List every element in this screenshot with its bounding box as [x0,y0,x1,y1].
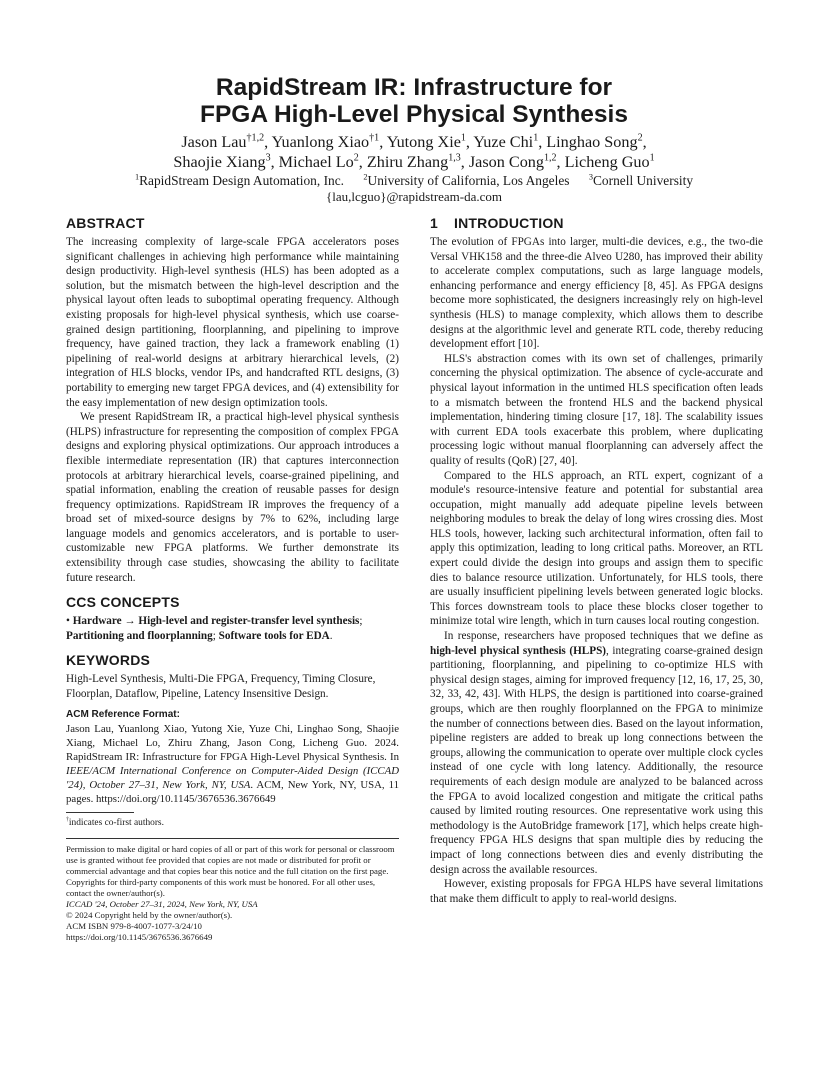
title-line-2: FPGA High-Level Physical Synthesis [200,101,628,128]
authors-line-2: Shaojie Xiang$^3$, Michael Lo$^2$, Zhiru Zhang$^{1,3}$, Jason Cong$^{1,2}$, Licheng Guo$^1$ [173,152,655,171]
author: Yuze Chi$^1$ [473,132,539,151]
isbn: ACM ISBN 979-8-4007-1077-3/24/10 [66,920,202,931]
right-column [430,214,763,906]
acm-reference-text: Jason Lau, Yuanlong Xiao, Yutong Xie, Yuze Chi, Linghao Song, Shaojie Xiang, Michael Lo, Zhiru Zhang, Jason Cong, Licheng Guo. 2024. RapidStream IR: Infrastructure for FPGA High-Level Physical Synthesis. In IEEE/ACM International Conference on Computer-Aided Design (ICCAD '24), October 27–31, New York, NY, USA. ACM, New York, NY, USA, 11 pages. https://doi.org/10.1145/3676536.3676649 [66,722,399,805]
footnote-divider [66,812,134,813]
ccs-concepts: • Hardware → High-level and register-transfer level synthesis; Partitioning and floorplanning; Software tools for EDA. [66,615,363,642]
acm-reference-heading: ACM Reference Format: [66,708,180,720]
author: Licheng Guo$^1$ [564,152,655,171]
intro-paragraph-1: The evolution of FPGAs into larger, multi-die devices, e.g., the two-die Versal VHK158 and the three-die Alveo U280, has improved their ability to accelerate complex computations, such as large language models, enhancing performance and energy efficiency [8, 45]. As FPGA designs become more sophisticated, the designers increasingly rely on high-level synthesis (HLS) to manage complexity, which allows them to describe designs at the algorithmic level and generate RTL code, thereby reducing development effort [10]. [430,236,763,351]
author: Michael Lo$^2$ [278,152,359,171]
author: Yutong Xie$^1$ [386,132,466,151]
ccs-heading: CCS CONCEPTS [66,594,180,611]
keywords-heading: KEYWORDS [66,652,151,669]
intro-paragraph-5: However, existing proposals for FPGA HLPS have several limitations that make them difficult to apply to real-world designs. [430,878,763,905]
affiliation: $^2$University of California, Los Angeles [363,172,570,188]
co-first-author-footnote: †indicates co-first authors. [66,816,164,828]
author: Jason Cong$^{1,2}$ [468,152,557,171]
paper-title [60,74,768,128]
intro-paragraph-4: In response, researchers have proposed techniques that we define as high-level physical synthesis (HLPS), integrating coarse-grained design partitioning, floorplanning, and pipelining to co-optimize HLS with physical design stages, aiming for improved frequency [12, 16, 17, 25, 30, 32, 33, 42, 43]. With HLPS, the design is partitioned into coarse-grained groups, which are then roughly floorplanned on the FPGA to minimize the number of connections between dies. Based on the layout information, pipeline registers are added to break up long connections between the groups, allowing the communication to operate over multiple clock cycles instead of one cycle with long latency. Additionally, the resource requirements of each design module are analyzed to be balanced across the FPGA to avoid localized congestion and mitigate the critical paths caused by limited routing resources. One representative work using this methodology is the AutoBridge framework [17], which helps create high-frequency FPGA HLS designs that span multiple dies by reducing the impact of long connections between dies and evenly distributing the design across the available resources. [430,630,763,876]
left-column [66,214,399,943]
affiliation: $^3$Cornell University [588,172,694,188]
introduction-heading: 1 INTRODUCTION [430,215,564,231]
author-list [40,132,788,172]
author: Shaojie Xiang$^3$ [173,152,271,171]
author: Jason Lau$^{\dagger 1,2}$ [181,132,265,151]
author-email: {lau,lcguo}@rapidstream-da.com [325,189,503,204]
conference-info: ICCAD '24, October 27–31, 2024, New York, NY, USA [66,898,258,909]
title-line-1: RapidStream IR: Infrastructure for [215,74,613,101]
doi-link[interactable]: https://doi.org/10.1145/3676536.3676649 [66,931,213,942]
author: Yuanlong Xiao$^{\dagger 1}$ [271,132,380,151]
intro-paragraph-3: Compared to the HLS approach, an RTL expert, cognizant of a module's resource-intensive feature and potential for substantial area occupation, might manually add adequate pipeline levels between neighboring modules to break the delay of long wires crossing dies. Most HLS tools, however, lacking such architectural information, often fail to apply this optimization, leading to long critical paths. Moreover, an RTL expert could divide the design into groups and assign them to specific dies to balance resource utilization. Unfortunately, for HLS tools, there are usually insufficient pipelining levels between generated logic blocks. This forces downstream tools to place these blocks closer together to minimize total wire length, which in turn causes local routing congestion. [430,469,763,628]
permission-divider [66,838,399,839]
author: Zhiru Zhang$^{1,3}$ [366,152,461,171]
copyright-notice: © 2024 Copyright held by the owner/author(s). [66,909,233,920]
permission-notice: Permission to make digital or hard copies of all or part of this work for personal or classroom use is granted without fee provided that copies are not made or distributed for profit or commercial advantage and that copies bear this notice and the full citation on the first page. Copyrights for third-party components of this work must be honored. For all other uses, contact the owner/author(s). [66,843,395,898]
authors-line-1: Jason Lau$^{\dagger 1,2}$, Yuanlong Xiao$^{\dagger 1}$, Yutong Xie$^1$, Yuze Chi$^1$, Linghao Song$^2$, [181,132,647,151]
affiliations [40,173,788,189]
author: Linghao Song$^2$ [546,132,643,151]
abstract-paragraph-1: The increasing complexity of large-scale FPGA accelerators poses significant challenges in achieving high performance while maintaining design productivity. High-level synthesis (HLS) has been adopted as a solution, but the mismatch between the high-level description and the physical layout often leads to suboptimal operating frequency. Although existing proposals for high-level physical synthesis, which use coarse-grained design partitioning, floorplanning, and pipelining to improve frequency, have gained traction, they lack a framework enabling (1) pipelining of real-world designs at arbitrary hierarchical levels, (2) integration of HLS blocks, vendor IPs, and handcrafted RTL designs, (3) portability to emerging new target FPGA devices, and (4) extensibility for the easy implementation of new design optimization tools. [66,236,399,409]
abstract-paragraph-2: We present RapidStream IR, a practical high-level physical synthesis (HLPS) infrastructure for representing the composition of complex FPGA designs and exploring physical optimizations. Our approach introduces a flexible intermediate representation (IR) that captures interconnection protocols at arbitrary hierarchical levels, coarse-grained pipelining, and spatial information, enabling the creation of reusable passes for design frequency optimizations. RapidStream IR improves the frequency of a broad set of mixed-source designs by 7% to 62%, including large language models and genomics accelerators, and is portable to user-customizable new FPGA platforms. We further demonstrate its extensibility through case studies, showcasing the ability to facilitate future research. [66,411,399,584]
intro-paragraph-2: HLS's abstraction comes with its own set of challenges, primarily concerning the physical optimization. The absence of cycle-accurate and physical layout information in the untimed HLS specification often leads to a mismatch between the frontend HLS and the backend physical implementation, hindering timing closure [17, 18]. The scalability issues with current EDA tools exacerbate this problem, where duplicating processing logic without manual floorplanning can adversely affect the quality of results (QoR) [27, 40]. [430,352,763,467]
keywords-text: High-Level Synthesis, Multi-Die FPGA, Frequency, Timing Closure, Floorplan, Dataflow, Pipeline, Latency Insensitive Design. [66,673,376,701]
affiliation: $^1$RapidStream Design Automation, Inc. [134,172,345,188]
abstract-heading: ABSTRACT [66,215,145,231]
